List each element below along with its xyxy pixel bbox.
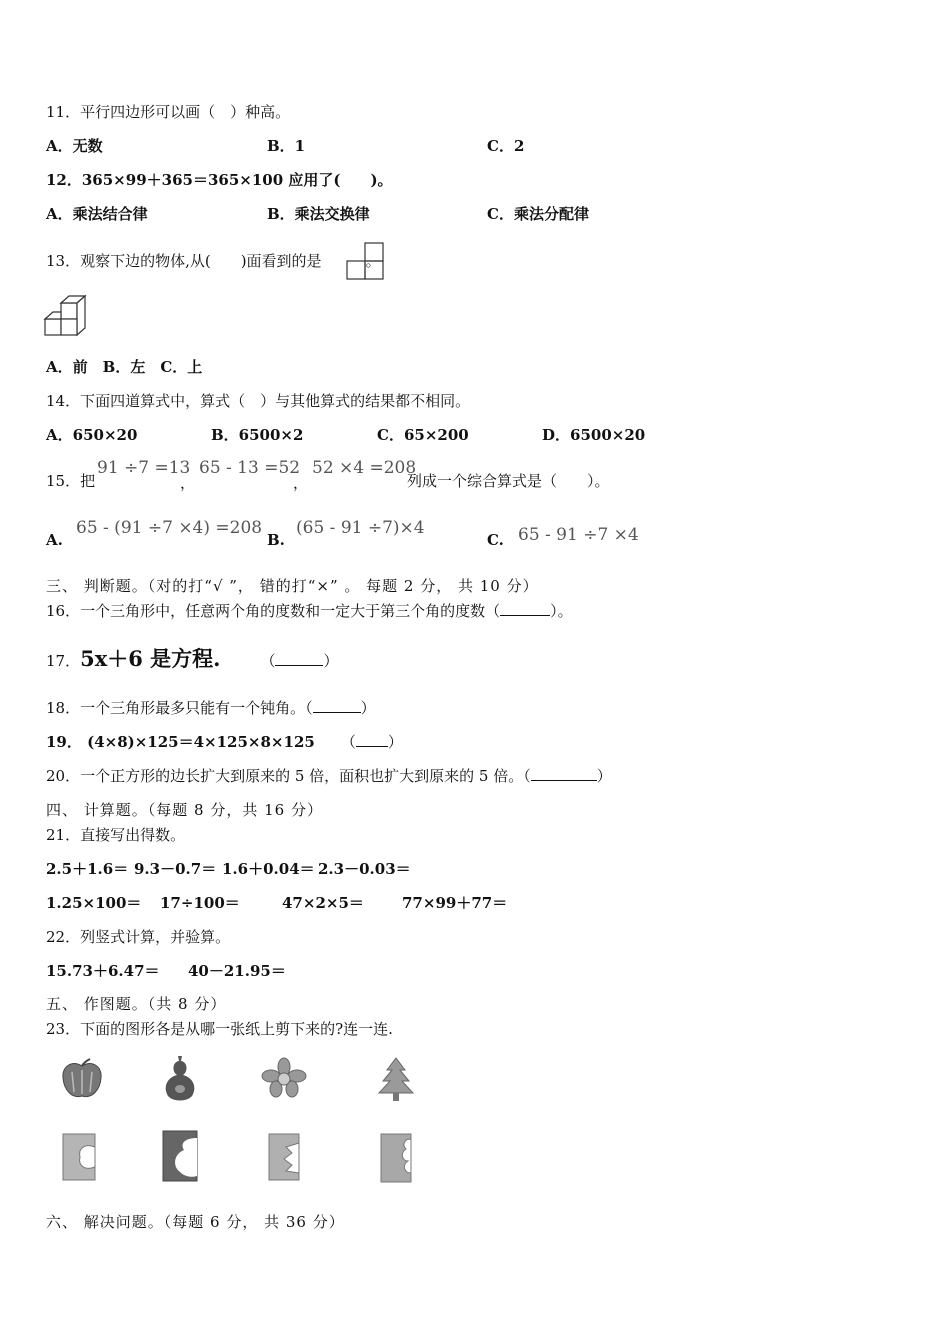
q19-answer-blank[interactable] — [356, 732, 388, 747]
q20-text: 20．一个正方形的边长扩大到原来的 5 倍，面积也扩大到原来的 5 倍。（ — [46, 767, 531, 785]
q14-option-c[interactable]: C．65×200 — [377, 426, 469, 444]
q17-num: 17． — [46, 652, 81, 670]
q14-option-b[interactable]: B．6500×2 — [211, 426, 304, 444]
q15-comma-1: ， — [180, 474, 196, 492]
gourd-shape-icon — [162, 1056, 198, 1102]
q15-option-a-label[interactable]: A. — [46, 531, 63, 549]
q11-option-b[interactable]: B．1 — [267, 137, 306, 155]
q17-open: （ — [260, 652, 276, 670]
q15-option-b-label[interactable]: B. — [267, 531, 285, 549]
q16-text: 16．一个三角形中，任意两个角的度数和一定大于第三个角的度数（ — [46, 602, 501, 620]
q15-comma-2: ， — [293, 474, 309, 492]
q13-stem-text: 13．观察下边的物体,从( )面看到的是 — [46, 252, 322, 270]
q15-stem-prefix: 15．把 — [46, 472, 96, 490]
q21-item: 1.25×100＝ — [46, 894, 142, 912]
q15-stem-suffix: 列成一个综合算式是（ ）。 — [407, 472, 610, 490]
q15-expr-3: 52 ×4 =208 — [312, 458, 417, 478]
q18-text: 18．一个三角形最多只能有一个钝角。（ — [46, 699, 313, 717]
q20-answer-blank[interactable] — [531, 766, 597, 781]
section-6-heading: 六、 解决问题。（每题 6 分， 共 36 分） — [46, 1213, 345, 1231]
q18-close: ） — [360, 699, 376, 717]
q14-option-a[interactable]: A．650×20 — [46, 426, 138, 444]
q12-stem: 12．365×99＋365＝365×100 应用了( )。 — [46, 171, 393, 189]
q15-option-c-label[interactable]: C. — [487, 531, 504, 549]
top-view-squares-icon — [346, 242, 386, 280]
section-5-heading: 五、 作图题。（共 8 分） — [46, 995, 227, 1013]
apple-shape-icon — [60, 1058, 104, 1100]
q15-expr-1: 91 ÷7 =13 — [97, 458, 191, 478]
q13-options[interactable]: A．前 B．左 C．上 — [46, 358, 203, 376]
paper-sheet-flower-hole-icon — [268, 1133, 302, 1181]
q21-item: 2.5＋1.6＝ — [46, 860, 129, 878]
q18 — [46, 698, 376, 718]
paper-sheet-tree-hole-icon — [380, 1133, 414, 1183]
q13-stem — [46, 251, 381, 271]
q22-title: 22．列竖式计算，并验算。 — [46, 928, 231, 946]
paper-sheet-gourd-hole-icon — [162, 1130, 200, 1182]
q21-item: 47×2×5＝ — [282, 894, 364, 912]
q21-item: 2.3－0.03＝ — [318, 860, 411, 878]
q21-item: 17÷100＝ — [160, 894, 240, 912]
q20 — [46, 766, 612, 786]
q21-item: 9.3－0.7＝ — [134, 860, 217, 878]
q15-option-c-expr: 65 - 91 ÷7 ×4 — [518, 525, 639, 545]
q14-stem: 14．下面四道算式中，算式（ ）与其他算式的结果都不相同。 — [46, 392, 471, 410]
q15-option-b-expr: (65 - 91 ÷7)×4 — [296, 518, 425, 538]
q16 — [46, 601, 573, 621]
paper-sheet-apple-hole-icon — [62, 1133, 98, 1181]
q14-option-d[interactable]: D．6500×20 — [542, 426, 646, 444]
q13-stem-tail: 。 — [365, 252, 381, 270]
q19 — [46, 732, 403, 752]
q20-close: ） — [596, 767, 612, 785]
q21-title: 21．直接写出得数。 — [46, 826, 186, 844]
q18-answer-blank[interactable] — [313, 698, 361, 713]
q21-item: 77×99＋77＝ — [402, 894, 508, 912]
section-4-heading: 四、 计算题。（每题 8 分，共 16 分） — [46, 801, 323, 819]
flower-shape-icon — [262, 1058, 306, 1098]
q12-option-b[interactable]: B．乘法交换律 — [267, 205, 370, 223]
q19-close: ） — [387, 733, 403, 751]
q17-close: ） — [323, 652, 339, 670]
cube-stack-icon — [44, 294, 86, 340]
q22-item: 15.73＋6.47＝ — [46, 962, 160, 980]
q16-close: ）。 — [550, 602, 573, 620]
q22-item: 40－21.95＝ — [188, 962, 286, 980]
q17-equation: 5x＋6 是方程. — [80, 646, 221, 671]
q19-open: （ — [340, 733, 356, 751]
q17-answer-blank[interactable] — [275, 651, 323, 666]
q12-option-c[interactable]: C．乘法分配律 — [487, 205, 589, 223]
q17 — [46, 646, 339, 674]
q11-option-a[interactable]: A．无数 — [46, 137, 103, 155]
q21-item: 1.6＋0.04＝ — [222, 860, 315, 878]
section-3-heading: 三、 判断题。（对的打“√ ”， 错的打“×” 。 每题 2 分， 共 10 分） — [46, 577, 539, 595]
q15-expr-2: 65 - 13 =52 — [199, 458, 301, 478]
q16-answer-blank[interactable] — [500, 601, 550, 616]
q19-text: 19． (4×8)×125＝4×125×8×125 — [46, 733, 315, 751]
q11-stem: 11．平行四边形可以画（ ）种高。 — [46, 103, 291, 121]
q15-option-a-expr: 65 - (91 ÷7 ×4) =208 — [76, 518, 263, 538]
tree-shape-icon — [378, 1058, 414, 1102]
q12-option-a[interactable]: A．乘法结合律 — [46, 205, 148, 223]
q23-title: 23．下面的图形各是从哪一张纸上剪下来的?连一连. — [46, 1020, 393, 1038]
q11-option-c[interactable]: C．2 — [487, 137, 525, 155]
